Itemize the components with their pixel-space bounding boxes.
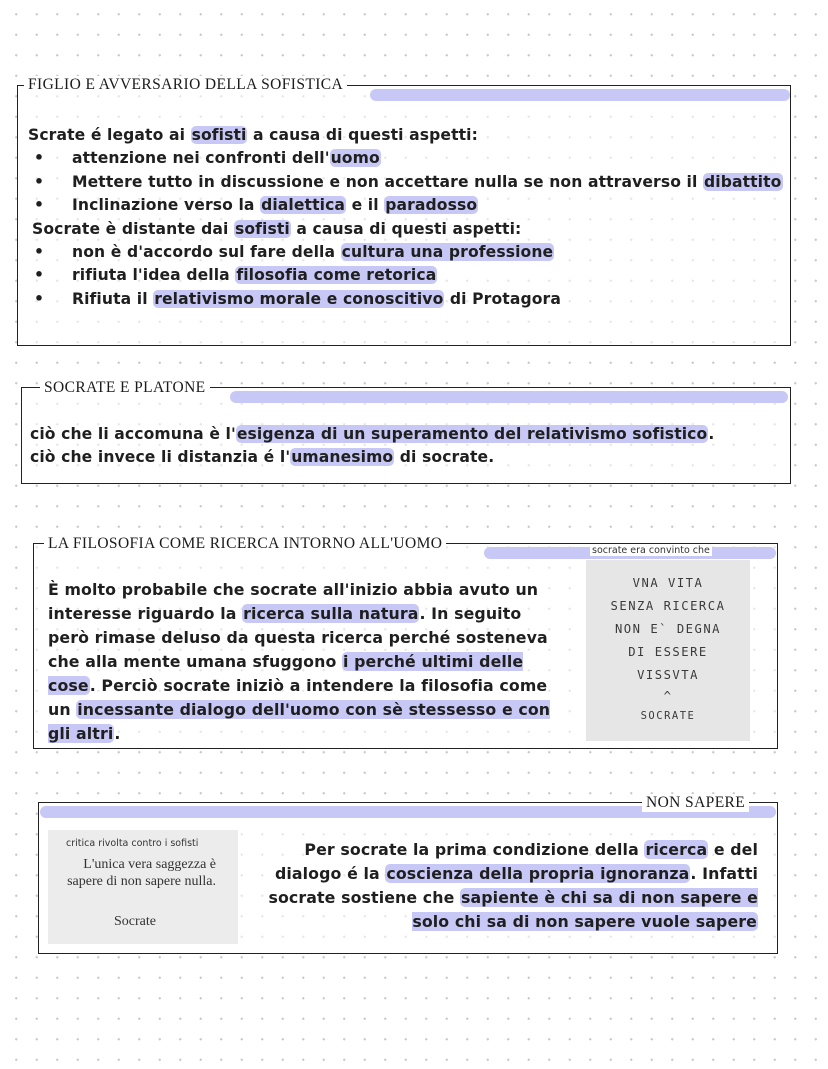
section-sofistica-body (28, 124, 788, 311)
quote-line: SENZA RICERCA (610, 599, 726, 613)
section-title-sofistica: FIGLIO E AVVERSARIO DELLA SOFISTICA (24, 76, 347, 94)
list-item: • rifiuta l'idea della filosofia come retorica (34, 266, 437, 285)
list-item: • Mettere tutto in discussione e non accettare nulla se non attraverso il dibattito (34, 172, 782, 191)
mid-line: Socrate è distante dai sofisti a causa di questi aspetti: (32, 219, 522, 238)
text-line: ciò che li accomuna è l'esigenza di un superamento del relativismo sofistico. (30, 425, 715, 443)
quote-author: SOCRATE (640, 710, 696, 722)
list-item: • attenzione nei confronti dell'uomo (34, 149, 380, 168)
text-line: ciò che invece li distanzia é l'umanesimo di socrate. (30, 448, 495, 467)
quote-line: NON E` DEGNA (614, 622, 722, 636)
quote-card-caption: critica rivolta contro i sofisti (66, 838, 199, 849)
quote-card (48, 830, 238, 944)
list-item: • Inclinazione verso la dialettica e il paradosso (34, 196, 478, 215)
section-title-ricerca: LA FILOSOFIA COME RICERCA INTORNO ALL'UOMO (44, 535, 446, 553)
intro-line: Scrate é legato ai sofisti a causa di questi aspetti: (28, 126, 478, 144)
title-underline-highlight (370, 89, 790, 101)
quote-photo (586, 560, 750, 741)
section-ricerca-body: È molto probabile che socrate all'inizio abbia avuto un interesse riguardo la ricerca sulla natura. In seguito però rimase deluso da questa ricerca perché sosteneva che alla mente umana sfuggono i perché ultimi delle cose. Perciò socrate iniziò a intendere la filosofia come un incessante dialogo dell'uomo con sè stessesso e con gli altri. (48, 580, 551, 743)
list-item: • non è d'accordo sul fare della cultura una professione (34, 243, 554, 262)
section-platone-body (30, 423, 790, 470)
photo-caption: socrate era convinto che (592, 545, 710, 556)
quote-line: DI ESSERE (628, 645, 708, 659)
quote-card-text: L'unica vera saggezza è sapere di non sapere nulla. (67, 857, 216, 889)
section-nonsapere-body: Per socrate la prima condizione della ricerca e del dialogo é la coscienza della propria ignoranza. Infatti socrate sostiene che sapiente è chi sa di non sapere e solo chi sa di non sapere vuole sapere (268, 840, 758, 931)
section-title-platone: SOCRATE E PLATONE (40, 379, 210, 397)
quote-line: VISSVTA (637, 668, 699, 682)
list-item: • Rifiuta il relativismo morale e conoscitivo di Protagora (34, 289, 561, 308)
title-underline-highlight (230, 391, 788, 403)
quote-line: VNA VITA (632, 576, 704, 590)
section-title-nonsapere: NON SAPERE (642, 794, 749, 812)
quote-card-author: Socrate (114, 914, 156, 929)
quote-line: ^ (663, 689, 673, 703)
